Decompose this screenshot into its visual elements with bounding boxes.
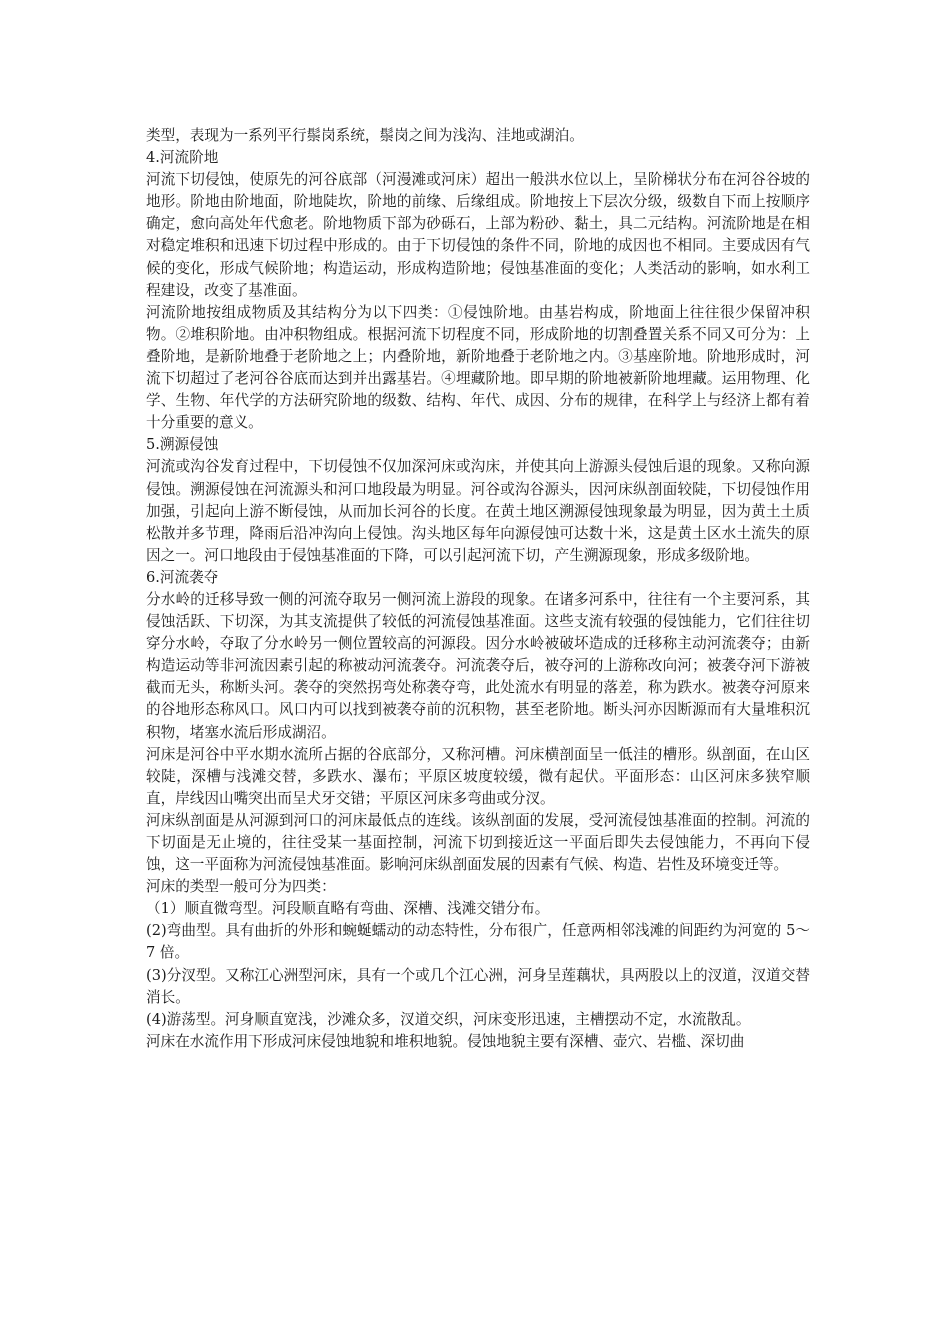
paragraph-ridge-types: 类型，表现为一系列平行鬃岗系统，鬃岗之间为浅沟、洼地或湖泊。 — [146, 127, 584, 144]
heading-river-terrace: 4.河流阶地 — [146, 149, 219, 167]
heading-headward-erosion: 5.溯源侵蚀 — [146, 436, 219, 454]
paragraph-terrace-definition: 河流下切侵蚀，使原先的河谷底部（河漫滩或河床）超出一般洪水位以上，呈阶梯状分布在河谷谷坡的地形。阶地由阶地面，阶地陡坎，阶地的前缘、后缘组成。阶地按上下层次分级，级数自下而上按顺序确定，愈向高处年代愈老。阶地物质下部为砂砾石，上部为粉砂、黏土，具二元结构。河流阶地是在相对稳定堆积和迅速下切过程中形成的。由于下切侵蚀的条件不同，阶地的成因也不相同。主要成因有气候的变化，形成气候阶地；构造运动，形成构造阶地；侵蚀基准面的变化；人类活动的影响，如水利工程建设，改变了基准面。 — [146, 171, 810, 299]
paragraph-terrace-classification: 河流阶地按组成物质及其结构分为以下四类：①侵蚀阶地。由基岩构成，阶地面上往往很少保留冲积物。②堆积阶地。由冲积物组成。根据河流下切程度不同，形成阶地的切割叠置关系不同又可分为：上叠阶地，是新阶地叠于老阶地之上；内叠阶地，新阶地叠于老阶地之内。③基座阶地。阶地形成时，河流下切超过了老河谷谷底而达到并出露基岩。④埋藏阶地。即早期的阶地被新阶地埋藏。运用物理、化学、生物、年代学的方法研究阶地的级数、结构、年代、成因、分布的规律，在科学上与经济上都有着十分重要的意义。 — [146, 303, 810, 432]
list-item-straight: （1）顺直微弯型。河段顺直略有弯曲、深槽、浅滩交错分布。 — [146, 900, 550, 918]
paragraph-bed-types-intro: 河床的类型一般可分为四类： — [146, 878, 336, 896]
paragraph-river-bed: 河床是河谷中平水期水流所占据的谷底部分，又称河槽。河床横剖面呈一低洼的槽形。纵剖面，在山区较陡，深槽与浅滩交替，多跌水、瀑布；平原区坡度较缓，微有起伏。平面形态：山区河床多狭窄顺直，岸线因山嘴突出而呈犬牙交错；平原区河床多弯曲或分汊。 — [146, 745, 810, 807]
heading-river-capture: 6.河流袭夺 — [146, 568, 219, 586]
paragraph-headward-erosion: 河流或沟谷发育过程中，下切侵蚀不仅加深河床或沟床，并使其向上游源头侵蚀后退的现象。又称向源侵蚀。溯源侵蚀在河流源头和河口地段最为明显。河谷或沟谷源头，因河床纵剖面较陡，下切侵蚀作用加强，引起向上游不断侵蚀，从而加长河谷的长度。在黄土地区溯源侵蚀现象最为明显，因为黄土土质松散并多节理，降雨后沿冲沟向上侵蚀。沟头地区每年向源侵蚀可达数十米，这是黄土区水土流失的原因之一。河口地段由于侵蚀基准面的下降，可以引起河流下切，产生溯源现象，形成多级阶地。 — [146, 458, 810, 564]
list-item-braided: (3)分汊型。又称江心洲型河床，具有一个或几个江心洲，河身呈莲藕状，具两股以上的汊道，汊道交替消长。 — [146, 966, 810, 1006]
list-item-wandering: (4)游荡型。河身顺直宽浅，沙滩众多，汊道交织，河床变形迅速，主槽摆动不定，水流散乱。 — [146, 1010, 751, 1028]
list-item-meandering: (2)弯曲型。具有曲折的外形和蜿蜒蠕动的动态特性，分布很广，任意两相邻浅滩的间距约为河宽的 5～7 倍。 — [146, 922, 810, 962]
paragraph-longitudinal-profile: 河床纵剖面是从河源到河口的河床最低点的连线。该纵剖面的发展，受河流侵蚀基准面的控制。河流的下切面是无止境的，往往受某一基面控制，河流下切到接近这一平面后即失去侵蚀能力，不再向下侵蚀，这一平面称为河流侵蚀基准面。影响河床纵剖面发展的因素有气候、构造、岩性及环境变迁等。 — [146, 811, 810, 874]
paragraph-river-capture: 分水岭的迁移导致一侧的河流夺取另一侧河流上游段的现象。在诸多河系中，往往有一个主要河系，其侵蚀活跃、下切深，为其支流提供了较低的河流侵蚀基准面。这些支流有较强的侵蚀能力，它们往往切穿分水岭，夺取了分水岭另一侧位置较高的河源段。因分水岭被破坏造成的迁移称主动河流袭夺；由新构造运动等非河流因素引起的称被动河流袭夺。河流袭夺后，被夺河的上游称改向河；被袭夺河下游被截而无头，称断头河。袭夺的突然拐弯处称袭夺弯，此处流水有明显的落差，称为跌水。被袭夺河原来的谷地形态称风口。风口内可以找到被袭夺前的沉积物，甚至老阶地。断头河亦因断源而有大量堆积沉积物，堵塞水流后形成湖沼。 — [146, 590, 810, 741]
paragraph-bed-landforms: 河床在水流作用下形成河床侵蚀地貌和堆积地貌。侵蚀地貌主要有深槽、壶穴、岩槛、深切曲 — [146, 1032, 745, 1050]
document-page — [146, 125, 810, 1053]
